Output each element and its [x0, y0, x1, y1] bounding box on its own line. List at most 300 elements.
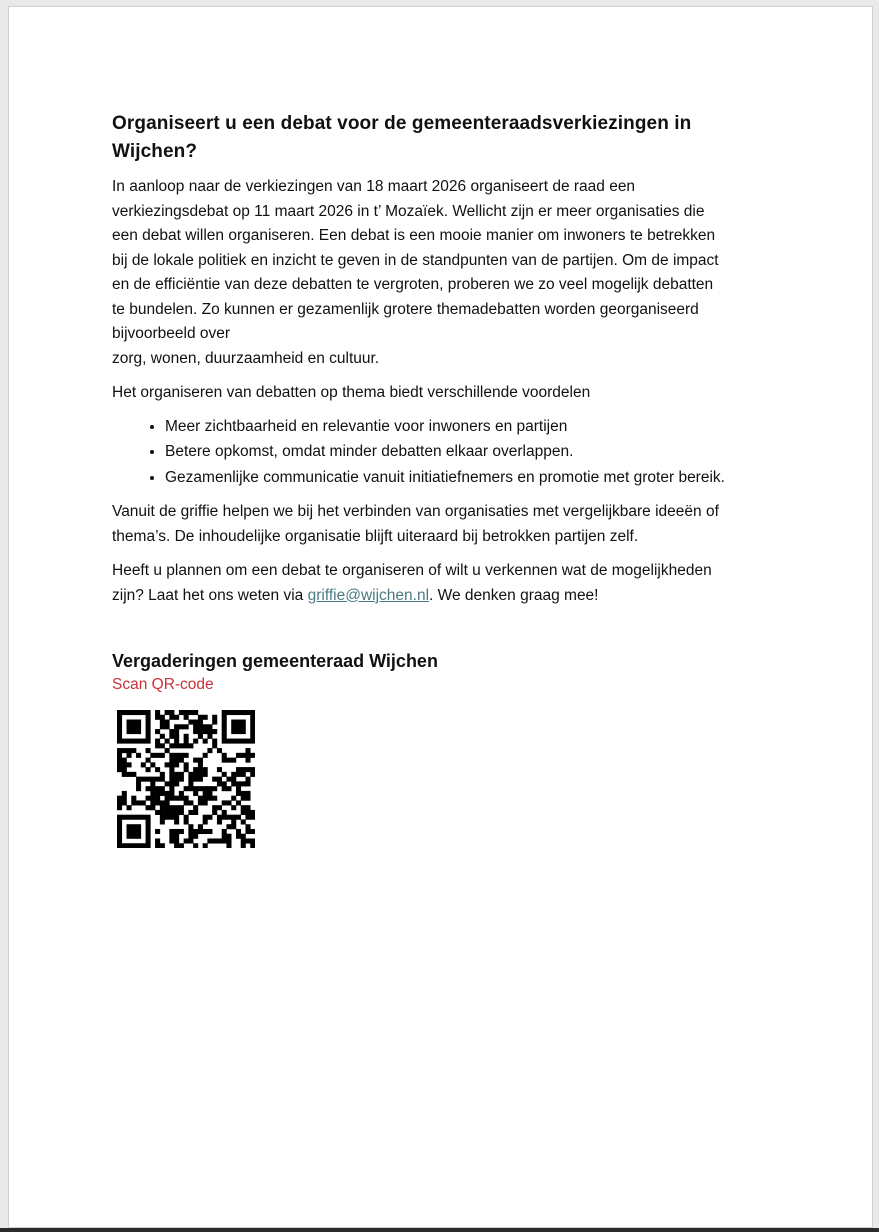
qr-module — [241, 781, 246, 786]
qr-module — [198, 767, 203, 772]
qr-module — [188, 829, 193, 834]
qr-module — [131, 720, 136, 725]
qr-module — [236, 767, 241, 772]
qr-module — [169, 715, 174, 720]
qr-module — [198, 762, 203, 767]
qr-module — [226, 834, 231, 839]
qr-module — [155, 753, 160, 758]
qr-module — [184, 796, 189, 801]
qr-module — [212, 739, 217, 744]
qr-module — [241, 796, 246, 801]
qr-module — [169, 838, 174, 843]
qr-module — [127, 739, 132, 744]
qr-module — [155, 791, 160, 796]
qr-module — [226, 815, 231, 820]
qr-module — [203, 753, 208, 758]
qr-module — [203, 815, 208, 820]
qr-module — [146, 834, 151, 839]
qr-module — [198, 829, 203, 834]
qr-module — [136, 724, 141, 729]
qr-module — [150, 762, 155, 767]
qr-module — [122, 796, 127, 801]
qr-module — [141, 739, 146, 744]
qr-module — [131, 843, 136, 848]
griffie-line: thema’s. De inhoudelijke organisatie blijft uiteraard bij betrokken partijen zelf. — [112, 527, 639, 545]
qr-module — [131, 748, 136, 753]
qr-module — [207, 791, 212, 796]
qr-module — [241, 805, 246, 810]
qr-module — [117, 838, 122, 843]
meetings-heading: Vergaderingen gemeenteraad Wijchen — [112, 651, 438, 671]
qr-module — [212, 810, 217, 815]
qr-module — [122, 772, 127, 777]
qr-module — [127, 762, 132, 767]
qr-module — [146, 710, 151, 715]
qr-module — [117, 829, 122, 834]
qr-module — [193, 791, 198, 796]
qr-module — [226, 843, 231, 848]
qr-module — [117, 758, 122, 763]
qr-module — [122, 739, 127, 744]
qr-module — [155, 715, 160, 720]
qr-module — [245, 739, 250, 744]
qr-module — [141, 762, 146, 767]
qr-module — [131, 824, 136, 829]
qr-module — [127, 772, 132, 777]
qr-module — [122, 762, 127, 767]
qr-module — [155, 729, 160, 734]
qr-module — [174, 729, 179, 734]
qr-module — [146, 767, 151, 772]
qr-module — [169, 810, 174, 815]
qr-module — [250, 734, 255, 739]
qr-module — [165, 748, 170, 753]
qr-module — [117, 753, 122, 758]
qr-module — [160, 791, 165, 796]
qr-module — [203, 786, 208, 791]
qr-module — [198, 720, 203, 725]
qr-module — [245, 748, 250, 753]
qr-module — [236, 753, 241, 758]
qr-module — [231, 777, 236, 782]
qr-module — [241, 753, 246, 758]
qr-module — [217, 819, 222, 824]
qr-module — [217, 838, 222, 843]
qr-module — [217, 777, 222, 782]
qr-module — [236, 791, 241, 796]
qr-module — [193, 739, 198, 744]
qr-module — [245, 758, 250, 763]
qr-module — [231, 819, 236, 824]
qr-module — [245, 829, 250, 834]
qr-module — [207, 786, 212, 791]
qr-module — [179, 791, 184, 796]
qr-module — [174, 781, 179, 786]
qr-module — [136, 829, 141, 834]
qr-module — [198, 758, 203, 763]
qr-module — [146, 786, 151, 791]
qr-module — [127, 815, 132, 820]
qr-module — [198, 824, 203, 829]
qr-module — [198, 777, 203, 782]
benefit-item: • Betere opkomst, omdat minder debatten elkaar overlappen. — [165, 440, 782, 465]
qr-module — [127, 748, 132, 753]
qr-module — [222, 758, 227, 763]
qr-module — [222, 786, 227, 791]
qr-module — [250, 729, 255, 734]
qr-module — [169, 777, 174, 782]
qr-module — [136, 729, 141, 734]
qr-module — [169, 829, 174, 834]
qr-module — [212, 720, 217, 725]
qr-module — [250, 829, 255, 834]
qr-module — [193, 729, 198, 734]
qr-module — [236, 710, 241, 715]
qr-module — [146, 815, 151, 820]
qr-module — [174, 724, 179, 729]
qr-module — [236, 720, 241, 725]
qr-module — [179, 810, 184, 815]
qr-module — [131, 710, 136, 715]
qr-module — [193, 829, 198, 834]
qr-module — [203, 843, 208, 848]
qr-module — [193, 777, 198, 782]
scan-qr-label: Scan QR-code — [112, 676, 214, 693]
qr-module — [146, 734, 151, 739]
qr-module — [169, 762, 174, 767]
qr-module — [231, 729, 236, 734]
qr-module — [136, 781, 141, 786]
qr-module — [184, 767, 189, 772]
qr-module — [169, 753, 174, 758]
qr-module — [226, 786, 231, 791]
qr-module — [222, 710, 227, 715]
qr-module — [207, 748, 212, 753]
benefits-list — [112, 415, 782, 491]
qr-module — [231, 724, 236, 729]
intro-line: bij de lokale politiek en inzicht te geven in de standpunten van de partijen. Om de impact — [112, 251, 719, 269]
qr-module — [160, 734, 165, 739]
intro-paragraph — [112, 175, 782, 371]
qr-module — [146, 843, 151, 848]
qr-module — [203, 772, 208, 777]
qr-module — [160, 810, 165, 815]
qr-module — [179, 710, 184, 715]
qr-module — [236, 729, 241, 734]
qr-module — [203, 829, 208, 834]
qr-module — [169, 815, 174, 820]
qr-module — [136, 786, 141, 791]
qr-module — [155, 777, 160, 782]
qr-module — [174, 772, 179, 777]
intro-line: te bundelen. Zo kunnen er gezamenlijk grotere themadebatten worden georganiseerd — [112, 300, 699, 318]
qr-module — [117, 824, 122, 829]
qr-module — [184, 710, 189, 715]
qr-module — [146, 829, 151, 834]
qr-module — [127, 834, 132, 839]
qr-module — [174, 777, 179, 782]
qr-module — [193, 834, 198, 839]
qr-module — [241, 838, 246, 843]
qr-module — [207, 796, 212, 801]
qr-module — [241, 729, 246, 734]
qr-module — [193, 810, 198, 815]
griffie-paragraph — [112, 500, 782, 549]
qr-module — [184, 715, 189, 720]
qr-module — [198, 724, 203, 729]
qr-module — [155, 838, 160, 843]
qr-module — [226, 800, 231, 805]
qr-module — [117, 748, 122, 753]
qr-module — [250, 810, 255, 815]
qr-module — [217, 767, 222, 772]
qr-module — [203, 767, 208, 772]
qr-module — [231, 796, 236, 801]
qr-module — [179, 805, 184, 810]
qr-module — [188, 810, 193, 815]
qr-module — [188, 772, 193, 777]
qr-module — [188, 824, 193, 829]
qr-module — [174, 762, 179, 767]
qr-module — [146, 796, 151, 801]
qr-module — [217, 781, 222, 786]
qr-module — [231, 781, 236, 786]
qr-module — [131, 796, 136, 801]
qr-module — [184, 800, 189, 805]
qr-module — [136, 777, 141, 782]
qr-module — [217, 748, 222, 753]
qr-module — [146, 758, 151, 763]
qr-module — [212, 777, 217, 782]
qr-module — [122, 767, 127, 772]
qr-module — [236, 834, 241, 839]
qr-module — [212, 729, 217, 734]
qr-module — [155, 786, 160, 791]
qr-module — [165, 762, 170, 767]
qr-module — [203, 715, 208, 720]
qr-module — [165, 800, 170, 805]
qr-module — [188, 710, 193, 715]
qr-module — [160, 786, 165, 791]
qr-module — [165, 781, 170, 786]
qr-module — [212, 715, 217, 720]
qr-module — [193, 843, 198, 848]
qr-module — [150, 800, 155, 805]
qr-module — [127, 805, 132, 810]
qr-module — [184, 815, 189, 820]
qr-module — [131, 800, 136, 805]
qr-module — [169, 772, 174, 777]
qr-module — [155, 743, 160, 748]
qr-module — [150, 777, 155, 782]
qr-module — [141, 710, 146, 715]
qr-module — [217, 815, 222, 820]
qr-module — [226, 838, 231, 843]
qr-module — [122, 758, 127, 763]
qr-module — [222, 829, 227, 834]
qr-module — [179, 843, 184, 848]
qr-module — [231, 758, 236, 763]
qr-module — [222, 772, 227, 777]
qr-module — [250, 767, 255, 772]
qr-module — [222, 800, 227, 805]
qr-module — [174, 819, 179, 824]
qr-module — [212, 805, 217, 810]
qr-module — [241, 739, 246, 744]
qr-module — [184, 739, 189, 744]
qr-module — [250, 772, 255, 777]
qr-module — [174, 838, 179, 843]
qr-module — [155, 829, 160, 834]
qr-module — [160, 805, 165, 810]
qr-module — [174, 715, 179, 720]
qr-module — [203, 796, 208, 801]
qr-module — [165, 805, 170, 810]
qr-module — [122, 815, 127, 820]
qr-module — [174, 815, 179, 820]
qr-module — [193, 758, 198, 763]
qr-module — [174, 796, 179, 801]
qr-module — [146, 824, 151, 829]
qr-module — [226, 739, 231, 744]
qr-module — [131, 724, 136, 729]
qr-module — [188, 781, 193, 786]
qr-module — [241, 767, 246, 772]
qr-module — [198, 786, 203, 791]
qr-module — [122, 748, 127, 753]
qr-module — [241, 819, 246, 824]
qr-module — [131, 834, 136, 839]
qr-module — [212, 786, 217, 791]
qr-module — [203, 724, 208, 729]
qr-module — [236, 739, 241, 744]
qr-module — [250, 724, 255, 729]
email-link[interactable]: griffie@wijchen.nl — [307, 586, 430, 604]
qr-module — [184, 819, 189, 824]
qr-module — [212, 838, 217, 843]
qr-module — [136, 815, 141, 820]
qr-module — [198, 796, 203, 801]
qr-module — [250, 715, 255, 720]
qr-module — [117, 762, 122, 767]
qr-module — [184, 724, 189, 729]
qr-module — [169, 710, 174, 715]
qr-module — [203, 819, 208, 824]
qr-module — [150, 781, 155, 786]
qr-module — [160, 724, 165, 729]
qr-module — [245, 767, 250, 772]
qr-module — [236, 781, 241, 786]
qr-module — [184, 753, 189, 758]
qr-module — [226, 777, 231, 782]
qr-module — [198, 800, 203, 805]
qr-module — [245, 791, 250, 796]
qr-module — [165, 739, 170, 744]
qr-module — [169, 805, 174, 810]
qr-module — [122, 710, 127, 715]
qr-module — [160, 843, 165, 848]
qr-module — [127, 829, 132, 834]
qr-module — [245, 781, 250, 786]
qr-module — [155, 796, 160, 801]
qr-module — [174, 810, 179, 815]
qr-module — [155, 810, 160, 815]
qr-module — [127, 724, 132, 729]
qr-module — [117, 767, 122, 772]
qr-module — [198, 772, 203, 777]
qr-module — [117, 805, 122, 810]
qr-module — [117, 724, 122, 729]
qr-module — [193, 720, 198, 725]
qr-code-icon[interactable] — [117, 710, 255, 848]
qr-module — [117, 720, 122, 725]
qr-module — [117, 815, 122, 820]
qr-module — [203, 800, 208, 805]
qr-module — [117, 819, 122, 824]
qr-module — [127, 710, 132, 715]
intro-line: en de efficiëntie van deze debatten te vergroten, proberen we zo veel mogelijk debatten — [112, 276, 714, 293]
intro-line: verkiezingsdebat op 11 maart 2026 in t’ Mozaïek. Wellicht zijn er meer organisaties die — [112, 202, 705, 220]
qr-module — [193, 710, 198, 715]
qr-module — [236, 786, 241, 791]
qr-module — [127, 729, 132, 734]
qr-module — [169, 767, 174, 772]
qr-module — [236, 772, 241, 777]
qr-module — [203, 739, 208, 744]
benefit-item: • Meer zichtbaarheid en relevantie voor inwoners en partijen — [165, 415, 782, 440]
benefits-intro: Het organiseren van debatten op thema biedt verschillende voordelen — [112, 384, 591, 401]
qr-module — [245, 796, 250, 801]
qr-module — [188, 743, 193, 748]
qr-module — [169, 834, 174, 839]
qr-module — [198, 715, 203, 720]
qr-module — [245, 777, 250, 782]
qr-module — [136, 843, 141, 848]
qr-module — [160, 720, 165, 725]
qr-module — [212, 743, 217, 748]
qr-module — [236, 829, 241, 834]
qr-module — [165, 796, 170, 801]
qr-module — [141, 800, 146, 805]
qr-module — [169, 729, 174, 734]
qr-module — [222, 834, 227, 839]
qr-module — [222, 810, 227, 815]
qr-module — [188, 834, 193, 839]
qr-module — [146, 724, 151, 729]
qr-module — [141, 777, 146, 782]
qr-module — [160, 772, 165, 777]
qr-module — [150, 805, 155, 810]
qr-module — [231, 720, 236, 725]
qr-module — [169, 791, 174, 796]
qr-module — [222, 729, 227, 734]
qr-module — [179, 743, 184, 748]
griffie-line: Vanuit de griffie helpen we bij het verbinden van organisaties met vergelijkbare ideeën of — [112, 503, 719, 520]
qr-module — [231, 772, 236, 777]
qr-module — [165, 720, 170, 725]
qr-module — [231, 815, 236, 820]
qr-module — [165, 815, 170, 820]
benefit-item: • Gezamenlijke communicatie vanuit initiatiefnemers en promotie met groter bereik. — [165, 466, 782, 491]
qr-module — [250, 753, 255, 758]
qr-module — [117, 739, 122, 744]
qr-module — [174, 834, 179, 839]
qr-module — [207, 724, 212, 729]
qr-module — [207, 838, 212, 843]
qr-module — [150, 796, 155, 801]
qr-module — [203, 791, 208, 796]
qr-module — [241, 791, 246, 796]
